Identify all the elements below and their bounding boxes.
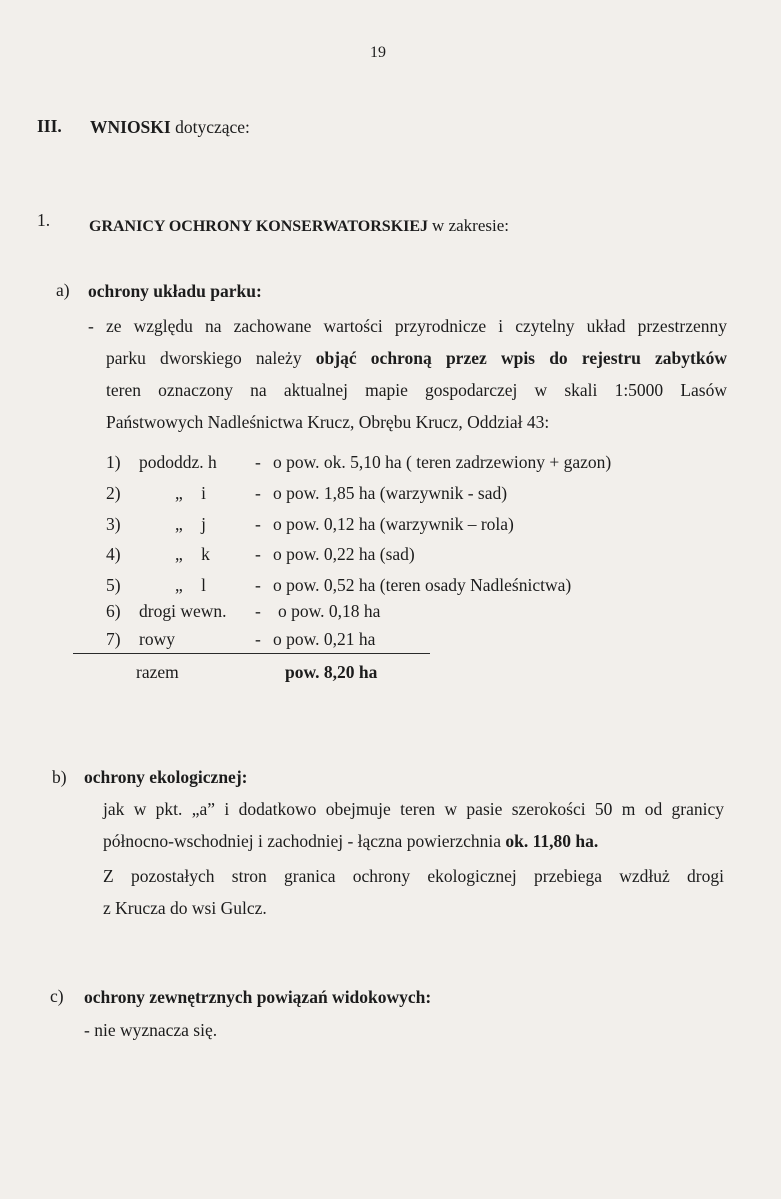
list-item-name: pododdz. h bbox=[139, 452, 217, 472]
paragraph-dash: - bbox=[88, 316, 94, 336]
list-item-dash: - bbox=[255, 483, 261, 503]
list-item-desc: o pow. 0,12 ha (warzywnik – rola) bbox=[273, 514, 514, 534]
list-item-desc: o pow. 0,52 ha (teren osady Nadleśnictwa) bbox=[273, 575, 572, 595]
paragraph-a-line2 bbox=[106, 347, 727, 369]
paragraph-c-line1: - nie wyznacza się. bbox=[84, 1020, 218, 1040]
list-item-dash: - bbox=[255, 514, 261, 534]
paragraph-b-line2-bold: ok. 11,80 ha. bbox=[505, 831, 599, 851]
paragraph-a-line1: ze względu na zachowane wartości przyrodnicze i czytelny układ przestrzenny bbox=[106, 316, 727, 336]
paragraph-a-line2-bold: objąć ochroną przez wpis do rejestru zabytków bbox=[315, 348, 727, 368]
paragraph-b-line4: z Krucza do wsi Gulcz. bbox=[103, 898, 267, 918]
paragraph-b-line1: jak w pkt. „a” i dodatkowo obejmuje teren w pasie szerokości 50 m od granicy bbox=[103, 799, 724, 819]
list-item-name: rowy bbox=[139, 629, 175, 649]
paragraph-b-line2 bbox=[103, 830, 598, 852]
list-item-name: „ l bbox=[175, 575, 207, 595]
list-item-desc: o pow. 0,21 ha bbox=[273, 629, 376, 649]
list-item-name: drogi wewn. bbox=[139, 601, 227, 621]
list-item-num: 4) bbox=[106, 544, 121, 564]
list-item-name: „ k bbox=[175, 544, 210, 564]
list-item-num: 1) bbox=[106, 452, 121, 472]
item1-title bbox=[89, 216, 509, 237]
item1-title-bold: GRANICY OCHRONY KONSERWATORSKIEJ bbox=[89, 218, 429, 235]
list-item-dash: - bbox=[255, 544, 261, 564]
list-item-dash: - bbox=[255, 601, 261, 621]
subsection-b-label: b) bbox=[52, 767, 67, 787]
list-item-dash: - bbox=[255, 629, 261, 649]
subsection-c-label: c) bbox=[50, 986, 64, 1006]
paragraph-a-line4: Państwowych Nadleśnictwa Krucz, Obrębu Krucz, Oddział 43: bbox=[106, 412, 550, 432]
list-item-dash: - bbox=[255, 452, 261, 472]
item1-title-rest: w zakresie: bbox=[432, 216, 509, 235]
subsection-b-heading: ochrony ekologicznej: bbox=[84, 767, 248, 787]
sum-rule bbox=[73, 653, 430, 654]
section-title bbox=[90, 116, 250, 138]
list-item-desc: o pow. 0,18 ha bbox=[278, 601, 381, 621]
section-number: III. bbox=[37, 116, 62, 136]
list-item-name: „ i bbox=[175, 483, 207, 503]
item1-number: 1. bbox=[37, 210, 51, 230]
list-item-dash: - bbox=[255, 575, 261, 595]
subsection-a-heading: ochrony układu parku: bbox=[88, 281, 262, 301]
subsection-a-label: a) bbox=[56, 280, 70, 300]
total-value: pow. 8,20 ha bbox=[285, 662, 378, 682]
page-number: 19 bbox=[370, 44, 386, 61]
list-item-num: 6) bbox=[106, 601, 121, 621]
paragraph-b-line3: Z pozostałych stron granica ochrony ekologicznej przebiega wzdłuż drogi bbox=[103, 866, 724, 886]
paragraph-b-line2-text: północno-wschodniej i zachodniej - łączna powierzchnia bbox=[103, 831, 501, 851]
list-item-num: 7) bbox=[106, 629, 121, 649]
list-item-num: 3) bbox=[106, 514, 121, 534]
paragraph-a-line2-text: parku dworskiego należy bbox=[106, 348, 302, 368]
list-item-desc: o pow. 1,85 ha (warzywnik - sad) bbox=[273, 483, 508, 503]
subsection-c-heading: ochrony zewnętrznych powiązań widokowych: bbox=[84, 987, 432, 1007]
section-title-rest: dotyczące: bbox=[175, 117, 250, 137]
list-item-desc: o pow. ok. 5,10 ha ( teren zadrzewiony + gazon) bbox=[273, 452, 612, 472]
section-title-bold: WNIOSKI bbox=[90, 117, 171, 137]
list-item-num: 5) bbox=[106, 575, 121, 595]
total-label: razem bbox=[136, 662, 179, 682]
paragraph-a-line3: teren oznaczony na aktualnej mapie gospodarczej w skali 1:5000 Lasów bbox=[106, 380, 727, 400]
list-item-name: „ j bbox=[175, 514, 207, 534]
list-item-num: 2) bbox=[106, 483, 121, 503]
list-item-desc: o pow. 0,22 ha (sad) bbox=[273, 544, 415, 564]
